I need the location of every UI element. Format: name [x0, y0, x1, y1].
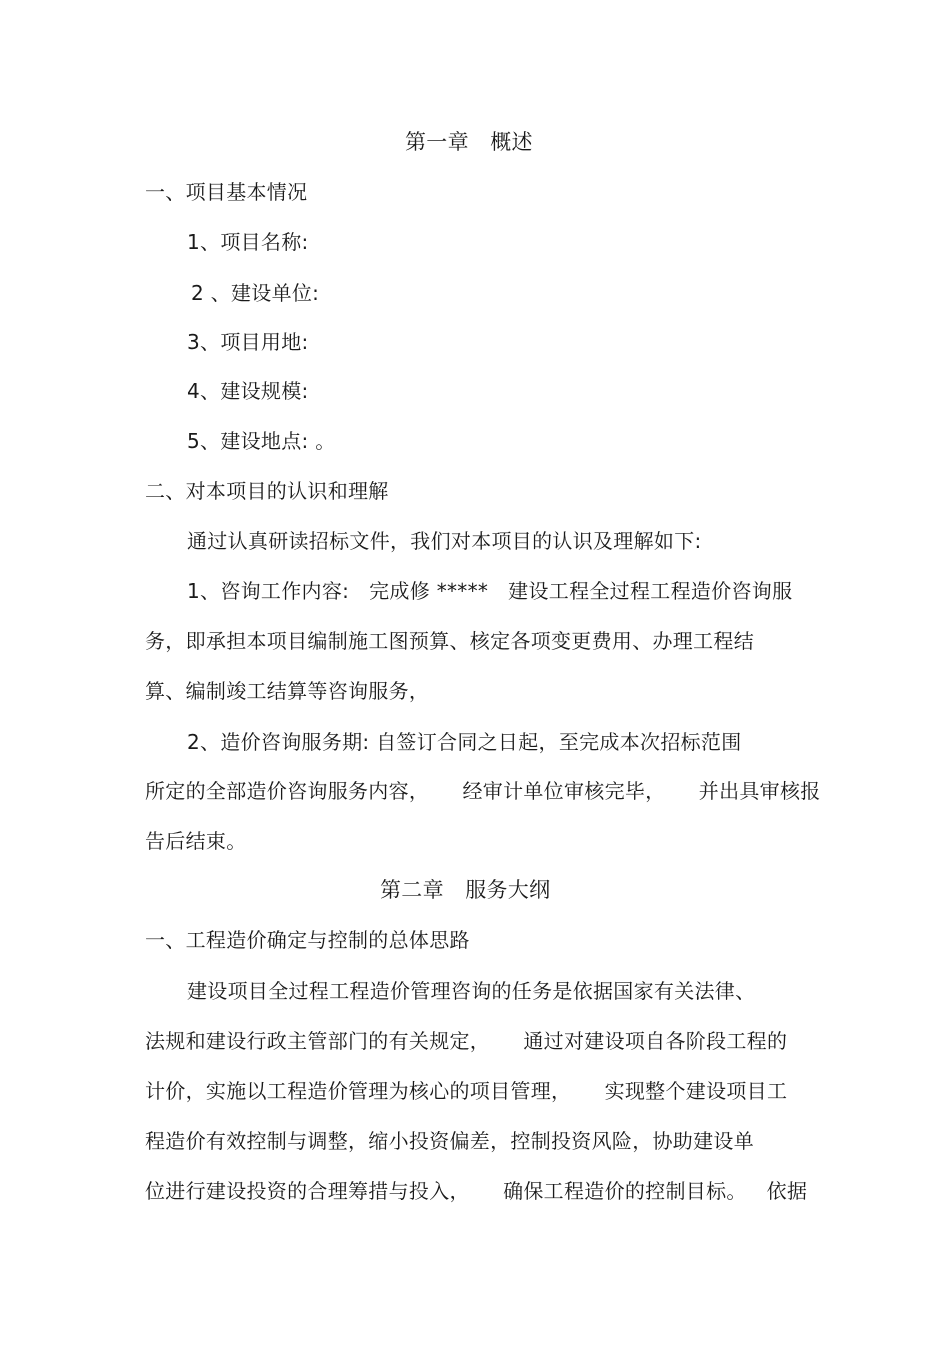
section-heading-understanding: 二、对本项目的认识和理解 — [145, 479, 389, 503]
paragraph-service-period-line: 告后结束。 — [145, 829, 247, 853]
section-heading-project-basics: 一、项目基本情况 — [145, 180, 308, 204]
item-project-name: 1、项目名称: — [187, 230, 309, 254]
paragraph-cost-management-line: 程造价有效控制与调整，缩小投资偏差，控制投资风险，协助建设单 — [145, 1129, 754, 1153]
item-construction-scale: 4、建设规模: — [187, 379, 309, 403]
paragraph-cost-management-line: 法规和建设行政主管部门的有关规定， 通过对建设项自各阶段工程的 — [145, 1029, 788, 1053]
chapter-1-title: 第一章 概述 — [405, 130, 533, 154]
paragraph-consulting-content-line: 务，即承担本项目编制施工图预算、核定各项变更费用、办理工程结 — [145, 629, 754, 653]
paragraph-consulting-content-line: 1、咨询工作内容: 完成修 ***** 建设工程全过程工程造价咨询服 — [187, 579, 793, 603]
item-construction-location: 5、建设地点: 。 — [187, 429, 336, 453]
section-heading-cost-control: 一、工程造价确定与控制的总体思路 — [145, 928, 470, 952]
paragraph-cost-management-line: 建设项目全过程工程造价管理咨询的任务是依据国家有关法律、 — [187, 979, 756, 1003]
paragraph-intro: 通过认真研读招标文件，我们对本项目的认识及理解如下: — [187, 529, 702, 553]
chapter-2-title: 第二章 服务大纲 — [380, 878, 551, 902]
paragraph-cost-management-line: 位进行建设投资的合理筹措与投入， 确保工程造价的控制目标。 依据 — [145, 1179, 808, 1203]
item-construction-unit: 2 、建设单位: — [191, 281, 320, 305]
paragraph-service-period-line: 2、造价咨询服务期: 自签订合同之日起，至完成本次招标范围 — [187, 730, 742, 754]
item-project-land: 3、项目用地: — [187, 330, 309, 354]
paragraph-cost-management-line: 计价，实施以工程造价管理为核心的项目管理， 实现整个建设项目工 — [145, 1079, 788, 1103]
paragraph-service-period-line: 所定的全部造价咨询服务内容， 经审计单位审核完毕， 并出具审核报 — [145, 779, 821, 803]
paragraph-consulting-content-line: 算、编制竣工结算等咨询服务， — [145, 679, 430, 703]
